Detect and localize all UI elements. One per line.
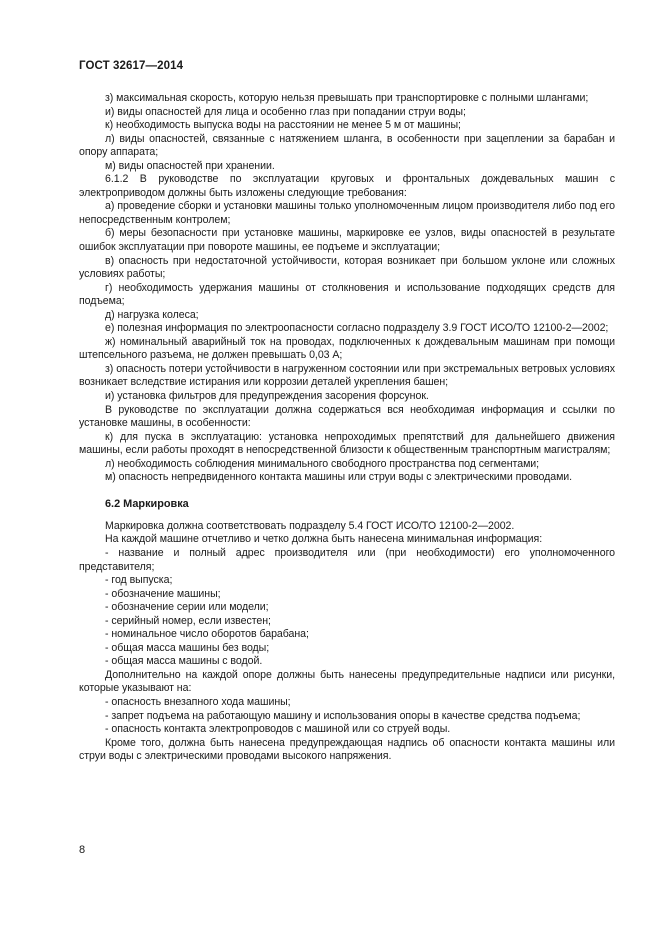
list-item: - общая масса машины с водой. xyxy=(105,655,263,668)
paragraph: В руководстве по эксплуатации должна содержаться вся необходимая информация и ссылки по установке машины, в особенности: xyxy=(79,403,615,430)
list-item: - название и полный адрес производителя или (при необходимости) его уполномоченного представителя; xyxy=(79,546,615,573)
paragraph: Дополнительно на каждой опоре должны быть нанесены предупредительные надписи или рисунки, которые указывают на: xyxy=(79,668,615,695)
paragraph: и) установка фильтров для предупреждения засорения форсунок. xyxy=(105,390,429,403)
section-heading: 6.2 Маркировка xyxy=(105,497,189,510)
paragraph: к) для пуска в эксплуатацию: установка непроходимых препятствий для дальнейшего движения машины, если работы проходят в непосредственной близости к общественным транспортным магистралям; xyxy=(79,430,615,457)
paragraph: м) опасность непредвиденного контакта машины или струи воды с электрическими проводами. xyxy=(105,471,573,484)
paragraph: л) необходимость соблюдения минимального свободного пространства под сегментами; xyxy=(105,457,540,470)
page-number: 8 xyxy=(79,844,86,856)
paragraph: Кроме того, должна быть нанесена предупреждающая надпись об опасности контакта машины или струи воды с электрическими проводами высокого напряжения. xyxy=(79,736,615,763)
list-item: - год выпуска; xyxy=(105,574,173,587)
paragraph: Маркировка должна соответствовать подразделу 5.4 ГОСТ ИСО/ТО 12100-2—2002. xyxy=(105,519,515,532)
document-body xyxy=(79,92,615,764)
list-item: - запрет подъема на работающую машину и использования опоры в качестве средства подъема; xyxy=(105,709,581,722)
paragraph: к) необходимость выпуска воды на расстоянии не менее 5 м от машины; xyxy=(105,119,461,132)
paragraph: д) нагрузка колеса; xyxy=(105,308,199,321)
paragraph: е) полезная информация по электроопасности согласно подразделу 3.9 ГОСТ ИСО/ТО 12100-2—2002; xyxy=(105,322,609,335)
paragraph: На каждой машине отчетливо и четко должна быть нанесена минимальная информация: xyxy=(105,533,543,546)
paragraph: з) опасность потери устойчивости в нагруженном состоянии или при экстремальных ветровых условиях возникает вследствие истирания или коррозии деталей укрепления башен; xyxy=(79,362,615,389)
list-item: - опасность внезапного хода машины; xyxy=(105,695,291,708)
list-item: - обозначение машины; xyxy=(105,587,221,600)
list-item: - номинальное число оборотов барабана; xyxy=(105,628,309,641)
paragraph: 6.1.2 В руководстве по эксплуатации круговых и фронтальных дождевальных машин с электроприводом должны быть изложены следующие требования: xyxy=(79,173,615,199)
paragraph: л) виды опасностей, связанные с натяжением шланга, в особенности при зацеплении за барабан и опору аппарата; xyxy=(79,132,615,159)
paragraph: в) опасность при недостаточной устойчивости, которая возникает при большом уклоне или сложных условиях работы; xyxy=(79,254,615,281)
paragraph: з) максимальная скорость, которую нельзя превышать при транспортировке с полными шлангами; xyxy=(105,92,589,104)
paragraph: ж) номинальный аварийный ток на проводах, подключенных к дождевальным машинам при помощи штепсельного разъема, не должен превышать 0,03 А; xyxy=(79,335,615,362)
list-item: - общая масса машины без воды; xyxy=(105,641,270,654)
document-header: ГОСТ 32617—2014 xyxy=(79,60,184,72)
paragraph: и) виды опасностей для лица и особенно глаз при попадании струи воды; xyxy=(105,105,466,118)
list-item: - опасность контакта электропроводов с машиной или со струей воды. xyxy=(105,723,451,736)
paragraph: г) необходимость удержания машины от столкновения и использование подходящих средств для подъема; xyxy=(79,281,615,308)
paragraph: а) проведение сборки и установки машины только уполномоченным лицом производителя либо под его непосредственным контролем; xyxy=(79,200,615,226)
list-item: - серийный номер, если известен; xyxy=(105,614,271,627)
paragraph: м) виды опасностей при хранении. xyxy=(105,159,275,172)
paragraph: б) меры безопасности при установке машины, маркировке ее узлов, виды опасностей в результате ошибок эксплуатации при повороте машины, ее подъеме и эксплуатации; xyxy=(79,227,615,254)
list-item: - обозначение серии или модели; xyxy=(105,601,269,614)
